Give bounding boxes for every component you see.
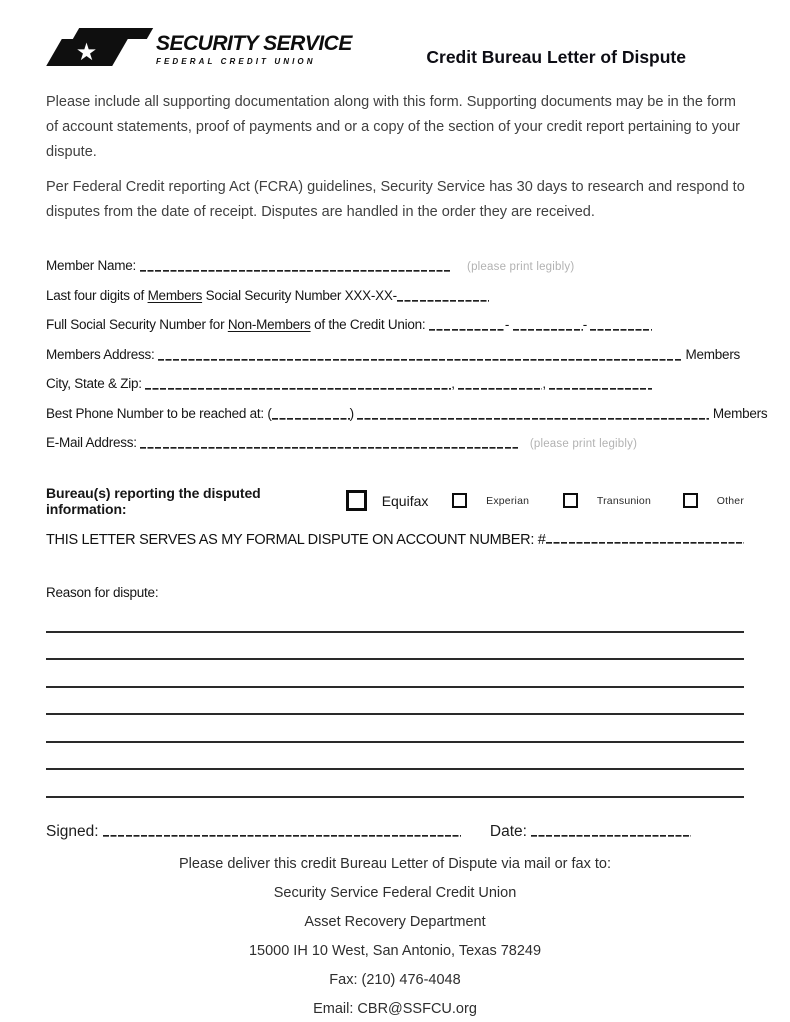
comma-2: ,	[542, 376, 546, 391]
page-title: Credit Bureau Letter of Dispute	[426, 47, 686, 67]
other-label: Other	[716, 494, 745, 507]
area-code-blank[interactable]	[272, 410, 350, 420]
email-blank[interactable]	[140, 439, 518, 449]
other-checkbox[interactable]	[683, 493, 698, 508]
members-address-row	[46, 347, 744, 377]
ssfcu-flag-icon	[50, 27, 154, 69]
last-four-label: Last four digits of	[46, 287, 148, 303]
reason-line[interactable]	[46, 631, 744, 633]
reason-lines	[0, 631, 790, 798]
date-blank[interactable]	[531, 827, 691, 837]
department: Asset Recovery Department	[304, 914, 486, 930]
ssn-part2-blank[interactable]	[513, 321, 583, 331]
date-label: Date:	[489, 823, 532, 840]
members-address-blank[interactable]	[158, 351, 682, 361]
city-state-zip-label: City, State & Zip:	[46, 376, 146, 391]
logo-name: SECURITY SERVICE	[156, 32, 352, 55]
full-ssn-label: Full Social Security Number for	[46, 317, 228, 332]
intro-section	[0, 90, 790, 225]
state-blank[interactable]	[458, 380, 542, 390]
dash-2: -	[582, 317, 587, 332]
best-phone-row	[46, 405, 768, 436]
reason-line[interactable]	[46, 686, 744, 688]
logo-subtitle: FEDERAL CREDIT UNION	[156, 57, 316, 66]
ssn-part3-blank[interactable]	[590, 321, 652, 331]
account-number-blank[interactable]	[546, 534, 744, 544]
ssfcu-logo	[50, 27, 352, 69]
intro-paragraph-2: Per Federal Credit reporting Act (FCRA) guidelines, Security Service has 30 days to research and respond to disputes from the date of receipt. Disputes are handled in the order they are received.	[46, 179, 745, 220]
reason-line[interactable]	[46, 768, 744, 770]
ssn-part1-blank[interactable]	[429, 321, 505, 331]
comma-1: ,	[451, 376, 455, 391]
transunion-label: Transunion	[596, 494, 652, 507]
fields-section	[0, 258, 790, 465]
best-phone-label: Best Phone Number to be reached at: (	[46, 405, 272, 421]
address: 15000 IH 10 West, San Antonio, Texas 78249	[248, 943, 542, 959]
account-number-row	[0, 532, 790, 548]
print-legibly-note-2: (please print legibly)	[529, 438, 638, 450]
bureau-row	[0, 485, 790, 517]
fax-number: Fax: (210) 476-4048	[329, 972, 461, 988]
signed-blank[interactable]	[103, 827, 461, 837]
signed-label: Signed:	[46, 823, 103, 840]
full-ssn-label-post: of the Credit Union:	[310, 317, 429, 332]
email-address: Email: CBR@SSFCU.org	[313, 1001, 477, 1017]
member-name-label: Member Name:	[46, 258, 140, 273]
equifax-label: Equifax	[381, 492, 429, 509]
last-four-blank[interactable]	[397, 292, 489, 302]
members-underlined: Members	[147, 287, 203, 303]
dash-1: -	[504, 317, 510, 332]
last-four-ssn-row	[46, 288, 744, 318]
reason-line[interactable]	[46, 741, 744, 743]
members-suffix-2: Members	[709, 405, 768, 421]
intro-paragraph-1: Please include all supporting documentation along with this form. Supporting documents may be in the form of account statements, proof of payments and or a copy of the section of your credit report pertaining to your dispute.	[46, 94, 740, 160]
delivery-info	[0, 857, 790, 1017]
reason-line[interactable]	[46, 713, 744, 715]
member-name-blank[interactable]	[140, 262, 450, 272]
account-number-label: THIS LETTER SERVES AS MY FORMAL DISPUTE ON ACCOUNT NUMBER: #	[46, 531, 546, 548]
equifax-checkbox[interactable]	[346, 490, 367, 511]
city-blank[interactable]	[145, 380, 451, 390]
email-row	[46, 435, 744, 465]
reason-line[interactable]	[46, 658, 744, 660]
bureau-label: Bureau(s) reporting the disputed information:	[46, 484, 261, 517]
signature-row	[0, 823, 790, 841]
experian-checkbox[interactable]	[452, 493, 467, 508]
delivery-instruction: Please deliver this credit Bureau Letter of Dispute via mail or fax to:	[179, 856, 611, 872]
transunion-checkbox[interactable]	[563, 493, 578, 508]
members-suffix-1: Members	[682, 346, 741, 362]
reason-label: Reason for dispute:	[46, 584, 159, 600]
zip-blank[interactable]	[549, 380, 652, 390]
full-ssn-row	[46, 317, 744, 347]
print-legibly-note: (please print legibly)	[467, 261, 575, 273]
experian-label: Experian	[486, 494, 530, 507]
non-members-underlined: Non-Members	[227, 317, 311, 332]
org-name: Security Service Federal Credit Union	[273, 885, 517, 901]
reason-line[interactable]	[46, 796, 744, 798]
phone-number-blank[interactable]	[357, 410, 709, 420]
phone-close-paren: )	[349, 405, 358, 421]
members-address-label: Members Address:	[46, 346, 159, 362]
city-state-zip-row	[46, 376, 744, 406]
email-label: E-Mail Address:	[46, 435, 141, 450]
member-name-row	[46, 258, 744, 288]
star-icon: ★	[76, 38, 98, 66]
form-header	[0, 0, 790, 69]
last-four-label-post: Social Security Number XXX-XX-	[202, 287, 397, 303]
